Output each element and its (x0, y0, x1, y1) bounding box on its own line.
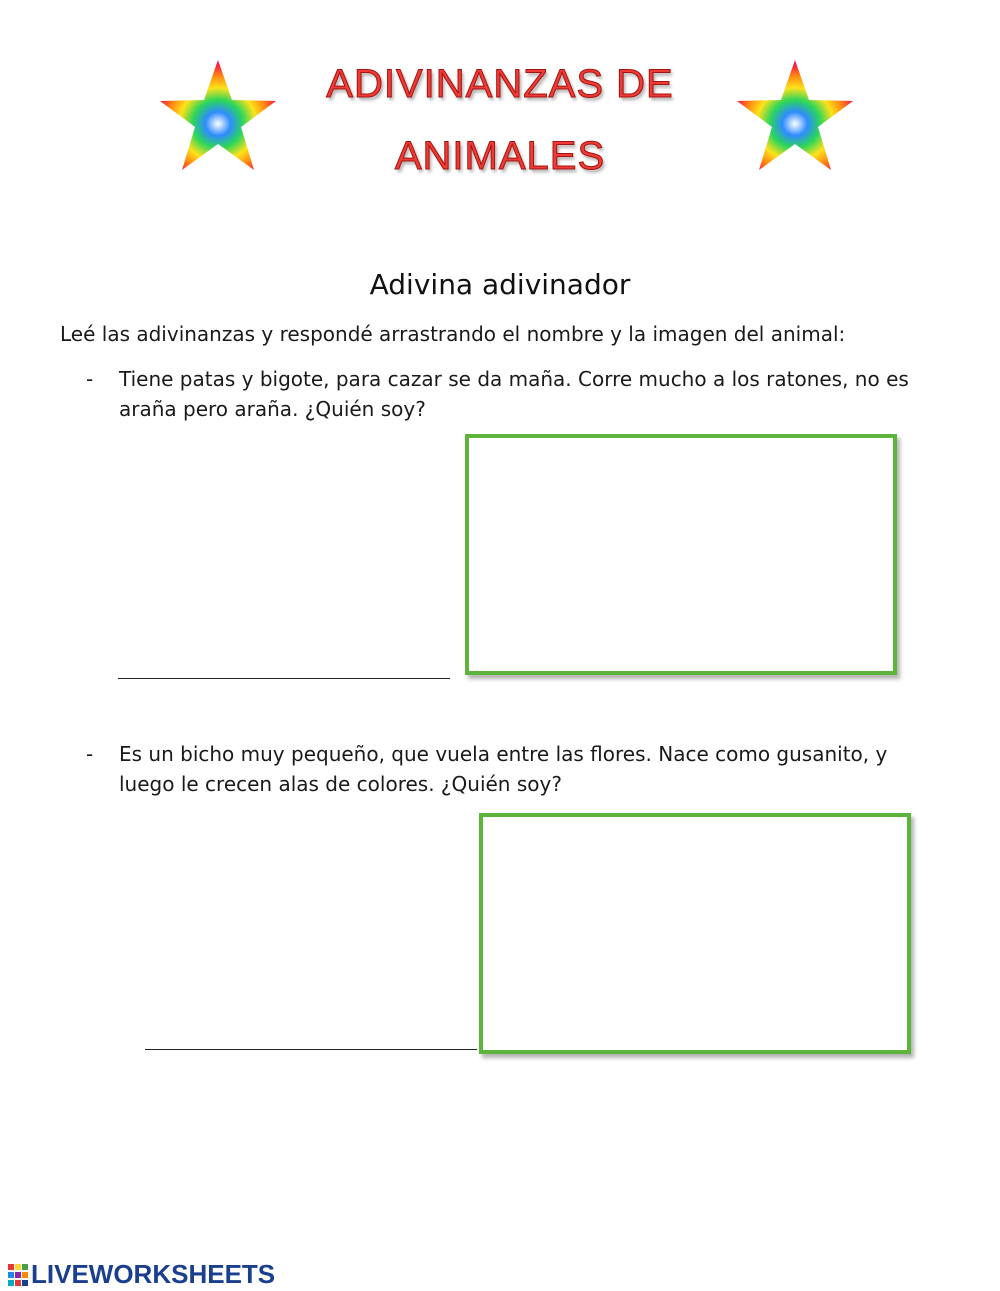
liveworksheets-logo-text: LIVEWORKSHEETS (31, 1259, 276, 1289)
answer-line-1[interactable] (118, 678, 450, 679)
page-title-line1: ADIVINANZAS DE (326, 62, 674, 106)
liveworksheets-logo-icon (8, 1264, 28, 1286)
riddle-bullet: - (86, 742, 94, 766)
page-title-line2: ANIMALES (394, 134, 606, 178)
subtitle: Adivina adivinador (369, 268, 631, 301)
riddle-text: Es un bicho muy pequeño, que vuela entre las flores. Nace como gusanito, y luego le crecen alas de colores. ¿Quién soy? (119, 742, 888, 796)
image-drop-box-1[interactable] (465, 434, 897, 675)
instruction-text: Leé las adivinanzas y respondé arrastrando el nombre y la imagen del animal: (60, 322, 846, 346)
liveworksheets-logo[interactable] (8, 1259, 275, 1290)
riddle-text: Tiene patas y bigote, para cazar se da maña. Corre mucho a los ratones, no es araña pero araña. ¿Quién soy? (119, 367, 909, 421)
answer-line-2[interactable] (145, 1049, 477, 1050)
riddle-bullet: - (86, 367, 94, 391)
image-drop-box-2[interactable] (479, 813, 911, 1054)
riddle-2 (86, 739, 936, 799)
riddle-1 (86, 364, 936, 424)
